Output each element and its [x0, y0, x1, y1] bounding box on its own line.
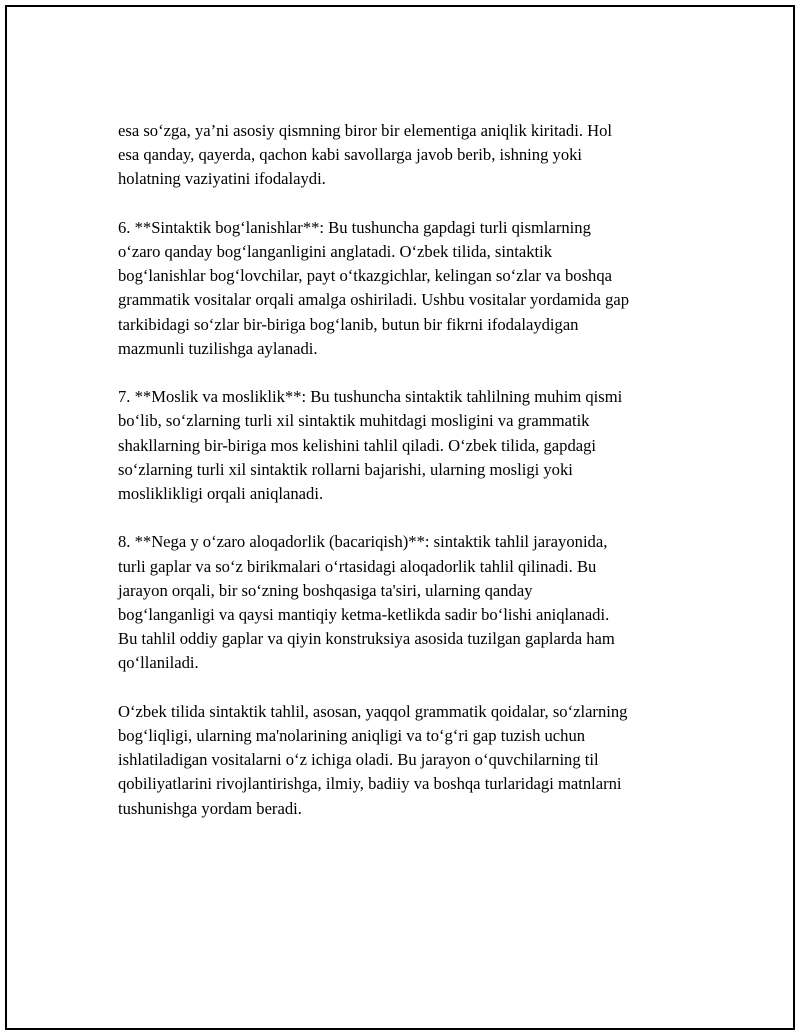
paragraph-item-8 — [118, 530, 698, 675]
text-line: shakllarning bir-biriga mos kelishini tahlil qiladi. O‘zbek tilida, gapdagi — [118, 435, 597, 455]
text-line: esa so‘zga, ya’ni asosiy qismning biror bir elementiga aniqlik kiritadi. Hol — [118, 121, 613, 140]
text-line: jarayon orqali, bir so‘zning boshqasiga ta'siri, ularning qanday — [118, 580, 533, 600]
text-line: holatning vaziyatini ifodalaydi. — [118, 169, 326, 189]
text-line: 6. **Sintaktik bog‘lanishlar**: Bu tushuncha gapdagi turli qismlarning — [118, 217, 591, 237]
text-line: qo‘llaniladi. — [118, 653, 199, 673]
text-line: mazmunli tuzilishga aylanadi. — [118, 338, 318, 358]
text-line: so‘zlarning turli xil sintaktik rollarni bajarishi, ularning mosligi yoki — [118, 459, 573, 479]
text-line: mosliklikligi orqali aniqlanadi. — [118, 484, 324, 504]
text-line: bog‘lanishlar bog‘lovchilar, payt o‘tkazgichlar, kelingan so‘zlar va boshqa — [118, 266, 613, 286]
text-line: ishlatiladigan vositalarni o‘z ichiga oladi. Bu jarayon o‘quvchilarning til — [118, 750, 599, 770]
text-line: turli gaplar va so‘z birikmalari o‘rtasidagi aloqadorlik tahlil qilinadi. Bu — [118, 556, 597, 576]
paragraph-item-6 — [118, 216, 698, 361]
text-line: grammatik vositalar orqali amalga oshiriladi. Ushbu vositalar yordamida gap — [118, 290, 630, 310]
paragraph-continuation — [118, 119, 698, 192]
text-line: qobiliyatlarini rivojlantirishga, ilmiy, badiiy va boshqa turlaridagi matnlarni — [118, 774, 622, 794]
text-line: tushunishga yordam beradi. — [118, 798, 302, 818]
paragraph-item-7 — [118, 385, 698, 506]
text-line: bog‘langanligi va qaysi mantiqiy ketma-ketlikda sadir bo‘lishi aniqlanadi. — [118, 605, 610, 625]
text-line: bo‘lib, so‘zlarning turli xil sintaktik muhitdagi mosligini va grammatik — [118, 411, 590, 431]
document-body — [118, 119, 698, 845]
text-line: Bu tahlil oddiy gaplar va qiyin konstruksiya asosida tuzilgan gaplarda ham — [118, 629, 615, 649]
paragraph-conclusion — [118, 700, 698, 821]
text-line: O‘zbek tilida sintaktik tahlil, asosan, yaqqol grammatik qoidalar, so‘zlarning — [118, 701, 628, 721]
text-line: tarkibidagi so‘zlar bir-biriga bog‘lanib, butun bir fikrni ifodalaydigan — [118, 314, 579, 334]
text-line: o‘zaro qanday bog‘langanligini anglatadi. O‘zbek tilida, sintaktik — [118, 242, 553, 261]
text-line: bog‘liqligi, ularning ma'nolarining aniqligi va to‘g‘ri gap tuzish uchun — [118, 726, 586, 746]
text-line: 7. **Moslik va mosliklik**: Bu tushuncha sintaktik tahlilning muhim qismi — [118, 387, 623, 407]
text-line: 8. **Nega y o‘zaro aloqadorlik (bacariqish)**: sintaktik tahlil jarayonida, — [118, 532, 608, 552]
text-line: esa qanday, qayerda, qachon kabi savollarga javob berib, ishning yoki — [118, 145, 583, 165]
